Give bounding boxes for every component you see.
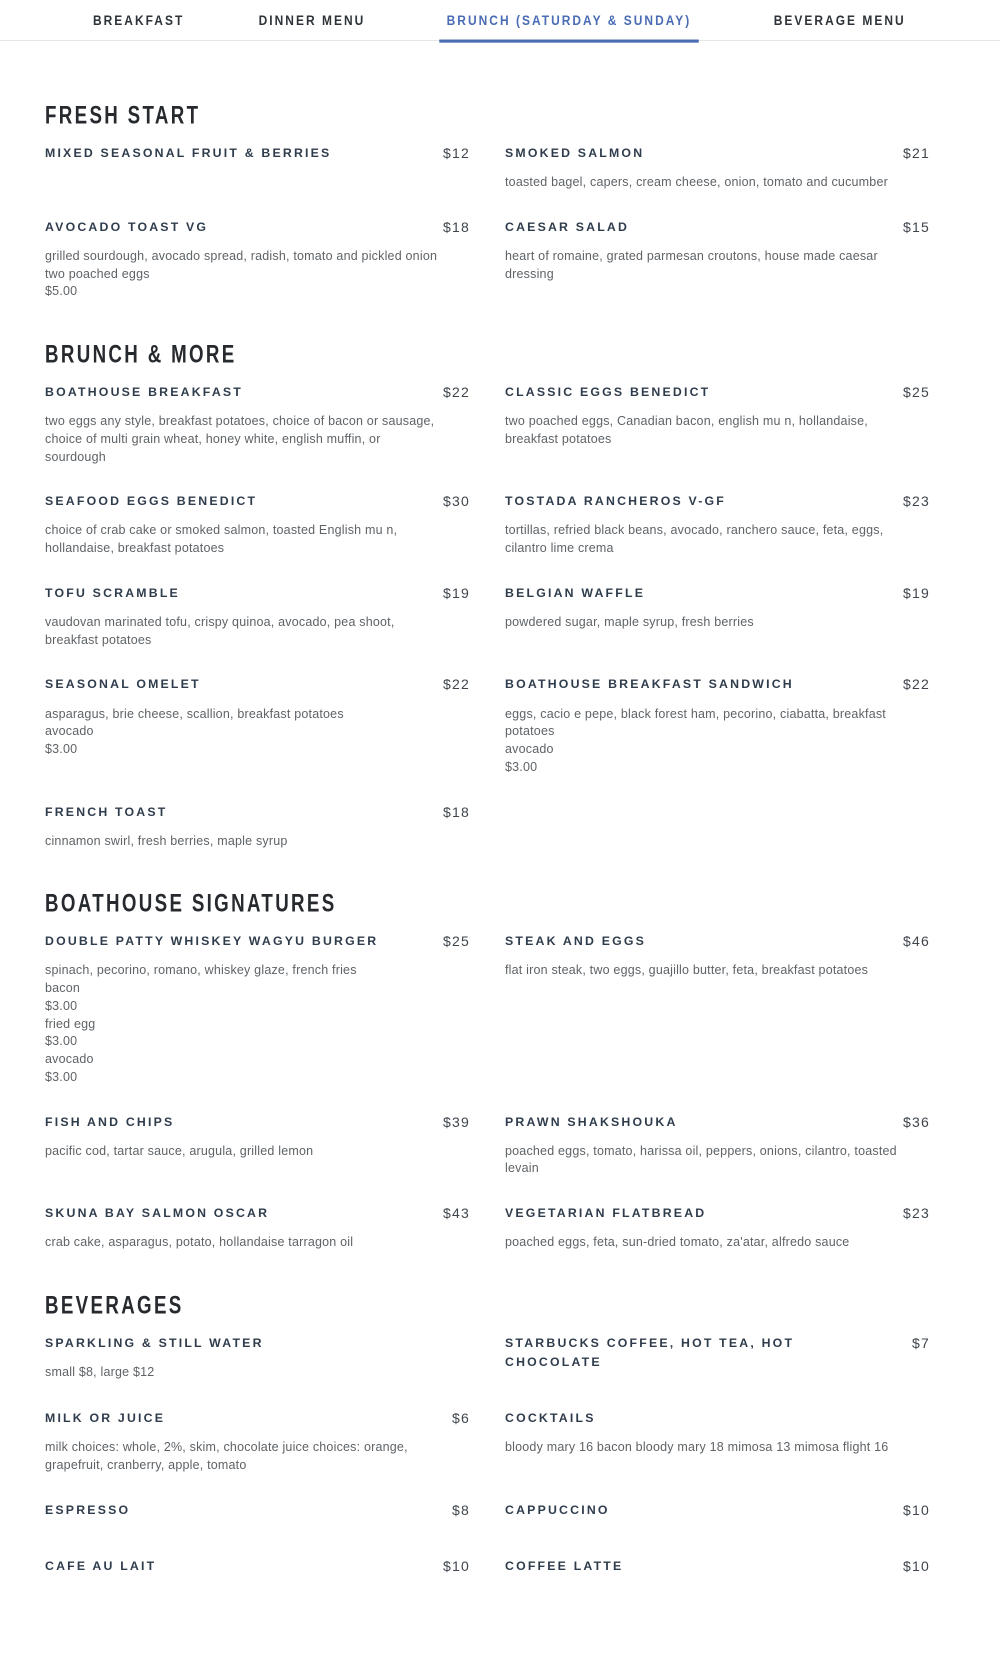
item-price: $46 xyxy=(903,933,930,950)
item-name: CAFE AU LAIT xyxy=(45,1558,157,1573)
item-description xyxy=(45,706,439,759)
item-description-line: poached eggs, tomato, harissa oil, peppers, onions, cilantro, toasted levain xyxy=(505,1143,897,1176)
menu-item xyxy=(505,144,930,192)
item-name: CLASSIC EGGS BENEDICT xyxy=(505,385,711,400)
section-title: BOATHOUSE SIGNATURES xyxy=(45,889,337,918)
item-description-line: flat iron steak, two eggs, guajillo butter, feta, breakfast potatoes xyxy=(505,963,869,978)
menu-item xyxy=(45,1501,470,1531)
item-description-line: avocado xyxy=(505,742,554,757)
item-description-line: powdered sugar, maple syrup, fresh berries xyxy=(505,614,754,629)
menu-item xyxy=(45,1557,470,1587)
item-price: $36 xyxy=(903,1113,930,1130)
menu-row xyxy=(45,383,930,466)
menu-item-header xyxy=(505,675,930,694)
item-description-line: bacon xyxy=(45,981,81,996)
item-description-line: grilled sourdough, avocado spread, radish, tomato and pickled onion xyxy=(45,248,438,263)
item-description xyxy=(505,248,899,284)
menu-item xyxy=(505,1409,930,1475)
item-price: $8 xyxy=(452,1501,470,1518)
menu-tabbar xyxy=(0,0,1000,41)
menu-item-header xyxy=(45,383,470,402)
menu-item-header xyxy=(505,1204,930,1223)
menu-item xyxy=(505,1501,930,1531)
item-description-line: $3.00 xyxy=(45,1034,78,1049)
menu-row xyxy=(45,218,930,301)
menu-item xyxy=(45,1409,470,1475)
tab-label: BRUNCH (SATURDAY & SUNDAY) xyxy=(446,12,692,29)
menu-item xyxy=(45,144,470,192)
item-description xyxy=(45,413,439,466)
menu-item-header xyxy=(505,492,930,511)
menu-row xyxy=(45,584,930,650)
item-description-line: poached eggs, feta, sun-dried tomato, za'atar, alfredo sauce xyxy=(505,1235,850,1250)
item-description xyxy=(505,413,899,449)
item-description-line: small $8, large $12 xyxy=(45,1365,155,1380)
tab-label: BEVERAGE MENU xyxy=(773,12,906,29)
menu-item-header xyxy=(45,218,470,237)
item-description xyxy=(505,1439,899,1457)
section-title: BRUNCH & MORE xyxy=(45,340,237,369)
menu-item xyxy=(505,1334,930,1383)
item-name: PRAWN SHAKSHOUKA xyxy=(505,1114,678,1129)
item-description-line: fried egg xyxy=(45,1016,96,1031)
menu-content xyxy=(0,41,1000,1657)
item-price: $18 xyxy=(443,218,470,235)
item-name: MIXED SEASONAL FRUIT & BERRIES xyxy=(45,146,332,160)
menu-item-header xyxy=(45,932,470,951)
item-name: AVOCADO TOAST VG xyxy=(45,219,209,234)
item-description xyxy=(505,614,899,632)
item-description-line: $5.00 xyxy=(45,284,78,299)
menu-item-header xyxy=(45,675,470,694)
item-name: SEAFOOD EGGS BENEDICT xyxy=(45,494,258,509)
section-title: BEVERAGES xyxy=(45,1291,184,1320)
item-price: $25 xyxy=(443,933,470,950)
item-price: $30 xyxy=(443,493,470,510)
menu-item-empty xyxy=(505,803,930,851)
item-name: FISH AND CHIPS xyxy=(45,1114,175,1129)
menu-item xyxy=(45,383,470,466)
menu-row xyxy=(45,1409,930,1475)
item-description xyxy=(45,962,439,1086)
tab-label: DINNER MENU xyxy=(258,12,366,29)
item-name: FRENCH TOAST xyxy=(45,804,168,819)
menu-row xyxy=(45,1557,930,1587)
menu-item xyxy=(505,675,930,776)
item-name: BELGIAN WAFFLE xyxy=(505,585,646,600)
menu-item xyxy=(505,932,930,1086)
tab-label: BREAKFAST xyxy=(92,12,184,29)
item-name: VEGETARIAN FLATBREAD xyxy=(505,1206,707,1221)
menu-item xyxy=(505,584,930,650)
menu-row xyxy=(45,932,930,1086)
item-name: SMOKED SALMON xyxy=(505,146,645,160)
item-description xyxy=(505,1234,899,1252)
item-name: BOATHOUSE BREAKFAST xyxy=(45,385,244,400)
item-description-line: spinach, pecorino, romano, whiskey glaze, french fries xyxy=(45,963,357,978)
item-description xyxy=(45,614,439,650)
item-description-line: asparagus, brie cheese, scallion, breakfast potatoes xyxy=(45,706,344,721)
menu-item xyxy=(45,1204,470,1252)
item-price: $10 xyxy=(903,1501,930,1518)
menu-item xyxy=(45,492,470,558)
item-price: $43 xyxy=(443,1205,470,1222)
menu-item xyxy=(45,675,470,776)
menu-row xyxy=(45,803,930,851)
menu-item-header xyxy=(45,1501,470,1520)
menu-item-header xyxy=(505,1113,930,1132)
menu-item-header xyxy=(45,492,470,511)
item-description xyxy=(505,522,899,558)
menu-item-header xyxy=(45,144,470,163)
menu-item-header xyxy=(505,1334,930,1372)
menu-item xyxy=(45,932,470,1086)
menu-item-header xyxy=(45,1113,470,1132)
menu-item-header xyxy=(505,383,930,402)
item-description-line: two poached eggs xyxy=(45,266,150,281)
item-description-line: crab cake, asparagus, potato, hollandaise tarragon oil xyxy=(45,1235,354,1250)
menu-item xyxy=(505,492,930,558)
item-price: $21 xyxy=(903,145,930,161)
item-description-line: $3.00 xyxy=(45,998,78,1013)
menu-item-header xyxy=(505,932,930,951)
item-description xyxy=(45,1143,439,1161)
menu-item-header xyxy=(45,1204,470,1223)
menu-item-header xyxy=(505,218,930,237)
menu-row xyxy=(45,144,930,192)
item-name: BOATHOUSE BREAKFAST SANDWICH xyxy=(505,677,794,692)
menu-item-header xyxy=(505,1557,930,1576)
item-description xyxy=(45,1364,439,1382)
item-name: COFFEE LATTE xyxy=(505,1558,624,1573)
item-description-line: eggs, cacio e pepe, black forest ham, pecorino, ciabatta, breakfast potatoes xyxy=(505,706,886,739)
item-price: $23 xyxy=(903,493,930,510)
item-description-line: heart of romaine, grated parmesan croutons, house made caesar dressing xyxy=(505,248,878,281)
item-description-line: milk choices: whole, 2%, skim, chocolate juice choices: orange, grapefruit, cranberry, apple, tomato xyxy=(45,1440,408,1472)
menu-item-header xyxy=(505,1409,930,1428)
item-price: $19 xyxy=(903,584,930,601)
tab-beverage-menu[interactable] xyxy=(772,10,908,40)
item-description-line: avocado xyxy=(45,724,94,739)
item-price: $15 xyxy=(903,218,930,235)
item-description-line: tortillas, refried black beans, avocado, ranchero sauce, feta, eggs, cilantro lime crema xyxy=(505,523,884,556)
menu-item xyxy=(45,218,470,301)
item-price: $22 xyxy=(443,676,470,693)
item-description xyxy=(505,1143,899,1179)
menu-item-header xyxy=(45,803,470,822)
item-description-line: $3.00 xyxy=(45,1069,78,1084)
menu-item xyxy=(505,1204,930,1252)
item-name: STARBUCKS COFFEE, HOT TEA, HOT CHOCOLATE xyxy=(505,1335,795,1370)
item-name: ESPRESSO xyxy=(45,1502,131,1517)
item-description-line: bloody mary 16 bacon bloody mary 18 mimosa 13 mimosa flight 16 xyxy=(505,1440,889,1455)
menu-row xyxy=(45,1113,930,1179)
item-name: TOSTADA RANCHEROS V-GF xyxy=(505,494,727,509)
menu-item-header xyxy=(505,584,930,603)
item-description-line: $3.00 xyxy=(45,742,78,757)
item-price: $22 xyxy=(443,384,470,401)
item-description-line: pacific cod, tartar sauce, arugula, grilled lemon xyxy=(45,1143,314,1158)
item-description-line: two eggs any style, breakfast potatoes, choice of bacon or sausage, choice of multi grain wheat, honey white, english muffin, or sourdough xyxy=(45,414,435,464)
item-price: $22 xyxy=(903,676,930,693)
item-price: $7 xyxy=(912,1334,930,1351)
menu-item-header xyxy=(505,144,930,163)
item-name: SEASONAL OMELET xyxy=(45,677,201,692)
menu-item-header xyxy=(45,1334,470,1353)
item-description xyxy=(505,962,899,980)
item-description xyxy=(45,248,439,301)
menu-item-header xyxy=(505,1501,930,1520)
section-fresh-start xyxy=(45,102,930,301)
menu-row xyxy=(45,1501,930,1531)
item-description-line: avocado xyxy=(45,1052,94,1067)
item-price: $10 xyxy=(903,1557,930,1574)
section-brunch-more xyxy=(45,341,930,850)
item-description-line: two poached eggs, Canadian bacon, english mu n, hollandaise, breakfast potatoes xyxy=(505,414,868,446)
item-name: SPARKLING & STILL WATER xyxy=(45,1335,264,1350)
item-name: DOUBLE PATTY WHISKEY WAGYU BURGER xyxy=(45,934,379,949)
item-description xyxy=(505,174,899,192)
menu-row xyxy=(45,1204,930,1252)
item-name: COCKTAILS xyxy=(505,1411,596,1426)
item-price: $12 xyxy=(443,145,470,161)
menu-item xyxy=(45,1334,470,1383)
item-name: SKUNA BAY SALMON OSCAR xyxy=(45,1206,270,1221)
tab-brunch-saturday-sunday[interactable] xyxy=(445,10,693,40)
item-name: TOFU SCRAMBLE xyxy=(45,585,180,600)
item-description xyxy=(45,833,439,851)
menu-item xyxy=(505,1113,930,1179)
menu-item xyxy=(505,1557,930,1587)
menu-row xyxy=(45,675,930,776)
menu-item xyxy=(45,803,470,851)
item-description-line: $3.00 xyxy=(505,759,538,774)
item-price: $18 xyxy=(443,803,470,820)
item-description-line: choice of crab cake or smoked salmon, toasted English mu n, hollandaise, breakfast potatoes xyxy=(45,523,398,556)
item-name: STEAK AND EGGS xyxy=(505,934,647,949)
menu-item xyxy=(505,218,930,301)
item-price: $19 xyxy=(443,584,470,601)
item-description-line: toasted bagel, capers, cream cheese, onion, tomato and cucumber xyxy=(505,175,888,190)
item-name: MILK OR JUICE xyxy=(45,1411,166,1426)
tab-breakfast[interactable] xyxy=(91,10,186,40)
menu-item-header xyxy=(45,584,470,603)
item-price: $39 xyxy=(443,1113,470,1130)
menu-item-header xyxy=(45,1557,470,1576)
menu-item xyxy=(505,383,930,466)
item-name: CAPPUCCINO xyxy=(505,1502,610,1517)
item-description xyxy=(45,1234,439,1252)
menu-row xyxy=(45,1334,930,1383)
item-description xyxy=(505,706,899,777)
item-description-line: vaudovan marinated tofu, crispy quinoa, avocado, pea shoot, breakfast potatoes xyxy=(45,614,395,647)
item-price: $10 xyxy=(443,1557,470,1574)
item-description xyxy=(45,522,439,558)
menu-row xyxy=(45,492,930,558)
item-name: CAESAR SALAD xyxy=(505,219,630,234)
item-price: $25 xyxy=(903,384,930,401)
item-description xyxy=(45,1439,439,1475)
section-beverages xyxy=(45,1292,930,1587)
item-price: $6 xyxy=(452,1410,470,1427)
menu-item xyxy=(45,584,470,650)
section-boathouse-signatures xyxy=(45,890,930,1252)
tab-dinner-menu[interactable] xyxy=(257,10,367,40)
menu-item-header xyxy=(45,1409,470,1428)
item-description-line: cinnamon swirl, fresh berries, maple syrup xyxy=(45,833,288,848)
menu-item xyxy=(45,1113,470,1179)
section-title: FRESH START xyxy=(45,101,201,130)
item-price: $23 xyxy=(903,1205,930,1222)
